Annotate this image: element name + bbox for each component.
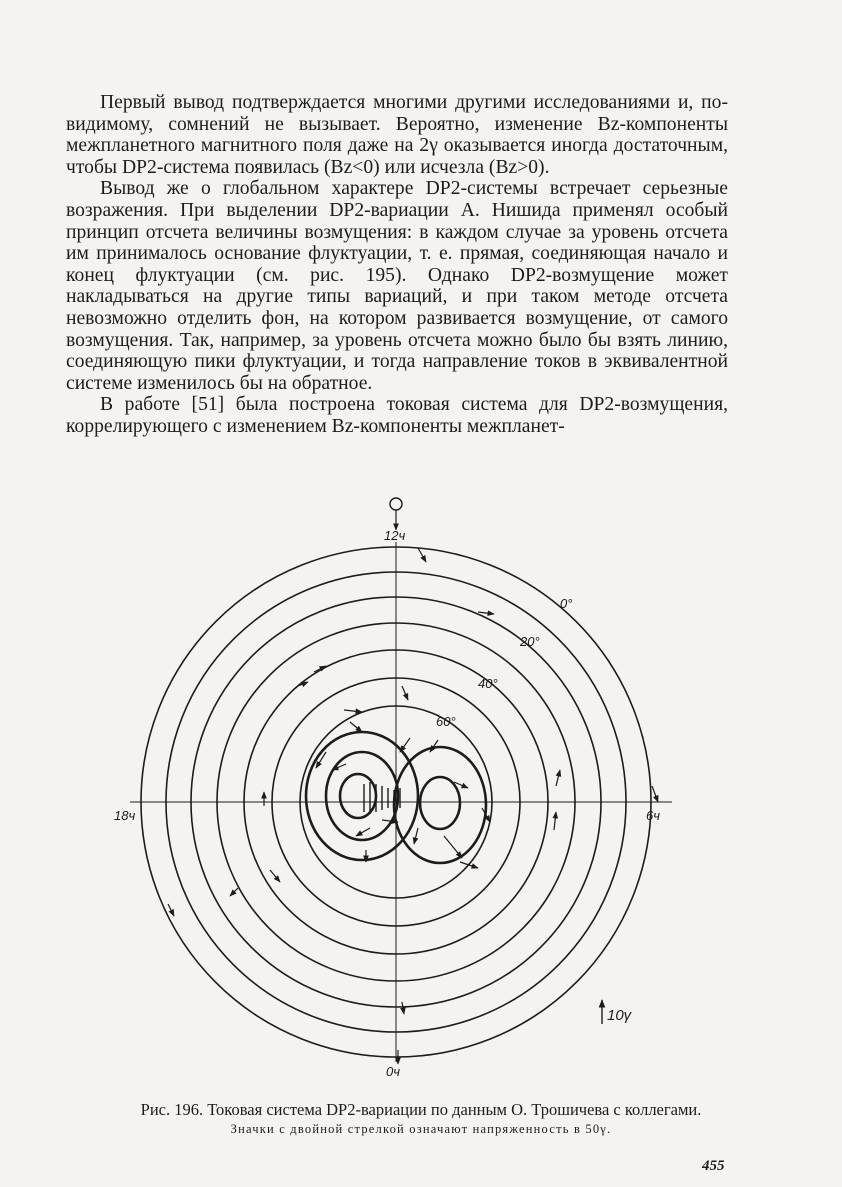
vector-arrow: [402, 1002, 404, 1014]
paragraph-2: Вывод же о глобальном характере DP2-системы встречает серьезные возражения. При выделении DP2-вариации А. Нишида применял особый принцип отсчета величины возмущения: в каждом случае за уровень отсчета им принималось основание флуктуации, т. е. прямая, соединяющая начало и конец флуктуации (см. рис. 195). Однако DP2-возмущение может накладываться на другие типы вариаций, и при таком методе отсчета невозможно отделить фон, на котором развивается возмущение, от самого возмущения. Так, например, за уровень отсчета можно было бы взять линию, соединяющую пики флуктуации, и тогда направление токов в эквивалентной системе изменилось бы на обратное.: [66, 178, 728, 394]
time-label-12h: 12ч: [384, 528, 406, 543]
vector-arrow: [350, 722, 362, 732]
figure-caption: [60, 1100, 782, 1138]
vector-arrow: [230, 888, 238, 896]
sun-icon: [390, 498, 402, 510]
vector-arrow: [652, 786, 658, 802]
vector-arrow: [356, 828, 370, 836]
vector-arrow: [554, 812, 556, 830]
vector-arrow: [444, 836, 462, 858]
latitude-label-20: 20°: [520, 634, 540, 649]
time-label-18h: 18ч: [114, 808, 136, 823]
vector-arrow: [414, 828, 418, 844]
axes: [130, 542, 672, 1062]
vector-arrow: [402, 686, 408, 700]
vortex-left-middle: [326, 752, 398, 840]
latitude-label-60: 60°: [436, 714, 456, 729]
vector-arrows: [168, 548, 658, 1064]
vortex-right-inner: [420, 777, 460, 829]
paragraph-1: Первый вывод подтверждается многими другими исследованиями и, по-видимому, сомнений не вызывает. Вероятно, изменение Bz-компоненты межпланетного магнитного поля даже на 2γ оказывается иногда достаточным, чтобы DP2-система появилась (Bz<0) или исчезла (Bz>0).: [66, 92, 728, 178]
vector-arrow: [460, 862, 478, 868]
polar-diagram: [100, 490, 700, 1090]
vector-arrow: [400, 738, 410, 752]
vector-arrow: [418, 548, 426, 562]
vector-arrow: [270, 870, 280, 882]
vortex-right-outer: [394, 747, 486, 863]
paragraph-3: В работе [51] была построена токовая система для DP2-возмущения, коррелирующего с изменением Bz-компоненты межпланет-: [66, 394, 728, 437]
page-number: 455: [702, 1158, 725, 1174]
vector-arrow: [344, 710, 362, 712]
time-label-0h: 0ч: [386, 1064, 400, 1079]
vector-arrow: [478, 612, 494, 614]
vector-arrow: [168, 904, 174, 916]
latitude-label-40: 40°: [478, 676, 498, 691]
time-label-6h: 6ч: [646, 808, 660, 823]
caption-main: Рис. 196. Токовая система DP2-вариации по данным О. Трошичева с коллегами.: [140, 1100, 702, 1119]
vector-arrow: [556, 770, 560, 786]
scale-label: 10γ: [607, 1007, 632, 1024]
latitude-label-0: 0°: [560, 596, 573, 611]
caption-sub: Значки с двойной стрелкой означают напряженность в 50γ.: [230, 1122, 612, 1136]
current-system-figure: [100, 490, 700, 1090]
body-text: [66, 92, 728, 438]
